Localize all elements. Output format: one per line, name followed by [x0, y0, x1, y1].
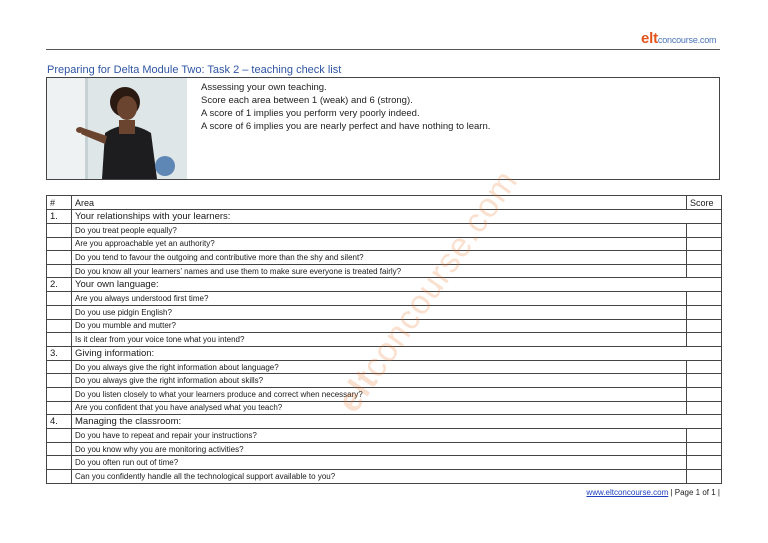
- question-row: [47, 456, 722, 470]
- logo-rest: concourse.com: [657, 35, 717, 45]
- page-indicator: | Page 1 of 1 |: [670, 488, 720, 497]
- section-title: Your relationships with your learners:: [72, 210, 722, 224]
- question-row: [47, 251, 722, 265]
- question-row: [47, 237, 722, 251]
- question-row: [47, 292, 722, 306]
- intro-line: Assessing your own teaching.: [201, 82, 327, 93]
- teacher-illustration: [47, 78, 187, 179]
- question-text: Do you often run out of time?: [72, 456, 687, 470]
- question-text: Are you confident that you have analysed what you teach?: [72, 401, 687, 415]
- score-cell[interactable]: [687, 224, 722, 238]
- score-cell[interactable]: [687, 374, 722, 388]
- score-cell[interactable]: [687, 264, 722, 278]
- score-cell[interactable]: [687, 387, 722, 401]
- intro-line: Score each area between 1 (weak) and 6 (strong).: [201, 95, 413, 106]
- document-title: Preparing for Delta Module Two: Task 2 – teaching check list: [47, 64, 342, 76]
- question-row: [47, 305, 722, 319]
- intro-text: [201, 81, 490, 133]
- question-text: Do you have to repeat and repair your instructions?: [72, 429, 687, 443]
- question-text: Do you tend to favour the outgoing and contributive more than the shy and silent?: [72, 251, 687, 265]
- question-row: [47, 442, 722, 456]
- question-row: [47, 264, 722, 278]
- teacher-photo: [47, 78, 187, 179]
- intro-line: A score of 6 implies you are nearly perfect and have nothing to learn.: [201, 121, 491, 132]
- section-number: 4.: [47, 415, 72, 429]
- question-text: Do you use pidgin English?: [72, 305, 687, 319]
- question-row: [47, 319, 722, 333]
- score-cell[interactable]: [687, 442, 722, 456]
- section-row: [47, 210, 722, 224]
- question-text: Do you know why you are monitoring activities?: [72, 442, 687, 456]
- logo-elt: elt: [641, 30, 658, 47]
- question-text: Are you approachable yet an authority?: [72, 237, 687, 251]
- score-cell[interactable]: [687, 401, 722, 415]
- checklist-table: [46, 195, 722, 484]
- question-row: [47, 429, 722, 443]
- question-row: [47, 333, 722, 347]
- score-cell[interactable]: [687, 456, 722, 470]
- section-number: 3.: [47, 346, 72, 360]
- score-cell[interactable]: [687, 319, 722, 333]
- question-text: Are you always understood first time?: [72, 292, 687, 306]
- score-cell[interactable]: [687, 469, 722, 483]
- question-row: [47, 387, 722, 401]
- intro-box: [46, 77, 720, 180]
- section-number: 2.: [47, 278, 72, 292]
- question-text: Do you treat people equally?: [72, 224, 687, 238]
- column-header-score: Score: [687, 196, 722, 210]
- score-cell[interactable]: [687, 429, 722, 443]
- question-text: Is it clear from your voice tone what you intend?: [72, 333, 687, 347]
- intro-line: A score of 1 implies you perform very poorly indeed.: [201, 108, 420, 119]
- question-row: [47, 224, 722, 238]
- watermark-elt: elt: [330, 362, 386, 420]
- site-logo: [641, 30, 716, 47]
- question-text: Do you know all your learners’ names and use them to make sure everyone is treated fairly?: [72, 264, 687, 278]
- section-row: [47, 278, 722, 292]
- page-footer: [586, 488, 720, 497]
- question-text: Do you always give the right information about language?: [72, 360, 687, 374]
- header-rule: [46, 49, 720, 50]
- question-row: [47, 360, 722, 374]
- question-row: [47, 469, 722, 483]
- section-row: [47, 346, 722, 360]
- column-header-area: Area: [72, 196, 687, 210]
- section-title: Managing the classroom:: [72, 415, 722, 429]
- score-cell[interactable]: [687, 237, 722, 251]
- section-title: Your own language:: [72, 278, 722, 292]
- question-row: [47, 401, 722, 415]
- footer-link[interactable]: www.eltconcourse.com: [586, 488, 669, 497]
- score-cell[interactable]: [687, 305, 722, 319]
- score-cell[interactable]: [687, 360, 722, 374]
- column-header-num: #: [47, 196, 72, 210]
- section-number: 1.: [47, 210, 72, 224]
- score-cell[interactable]: [687, 333, 722, 347]
- question-text: Do you listen closely to what your learners produce and correct when necessary?: [72, 387, 687, 401]
- question-text: Do you always give the right information about skills?: [72, 374, 687, 388]
- section-title: Giving information:: [72, 346, 722, 360]
- question-row: [47, 374, 722, 388]
- watermark-rest: concourse.com: [354, 163, 526, 385]
- score-cell[interactable]: [687, 251, 722, 265]
- score-cell[interactable]: [687, 292, 722, 306]
- question-text: Can you confidently handle all the technological support available to you?: [72, 469, 687, 483]
- question-text: Do you mumble and mutter?: [72, 319, 687, 333]
- section-row: [47, 415, 722, 429]
